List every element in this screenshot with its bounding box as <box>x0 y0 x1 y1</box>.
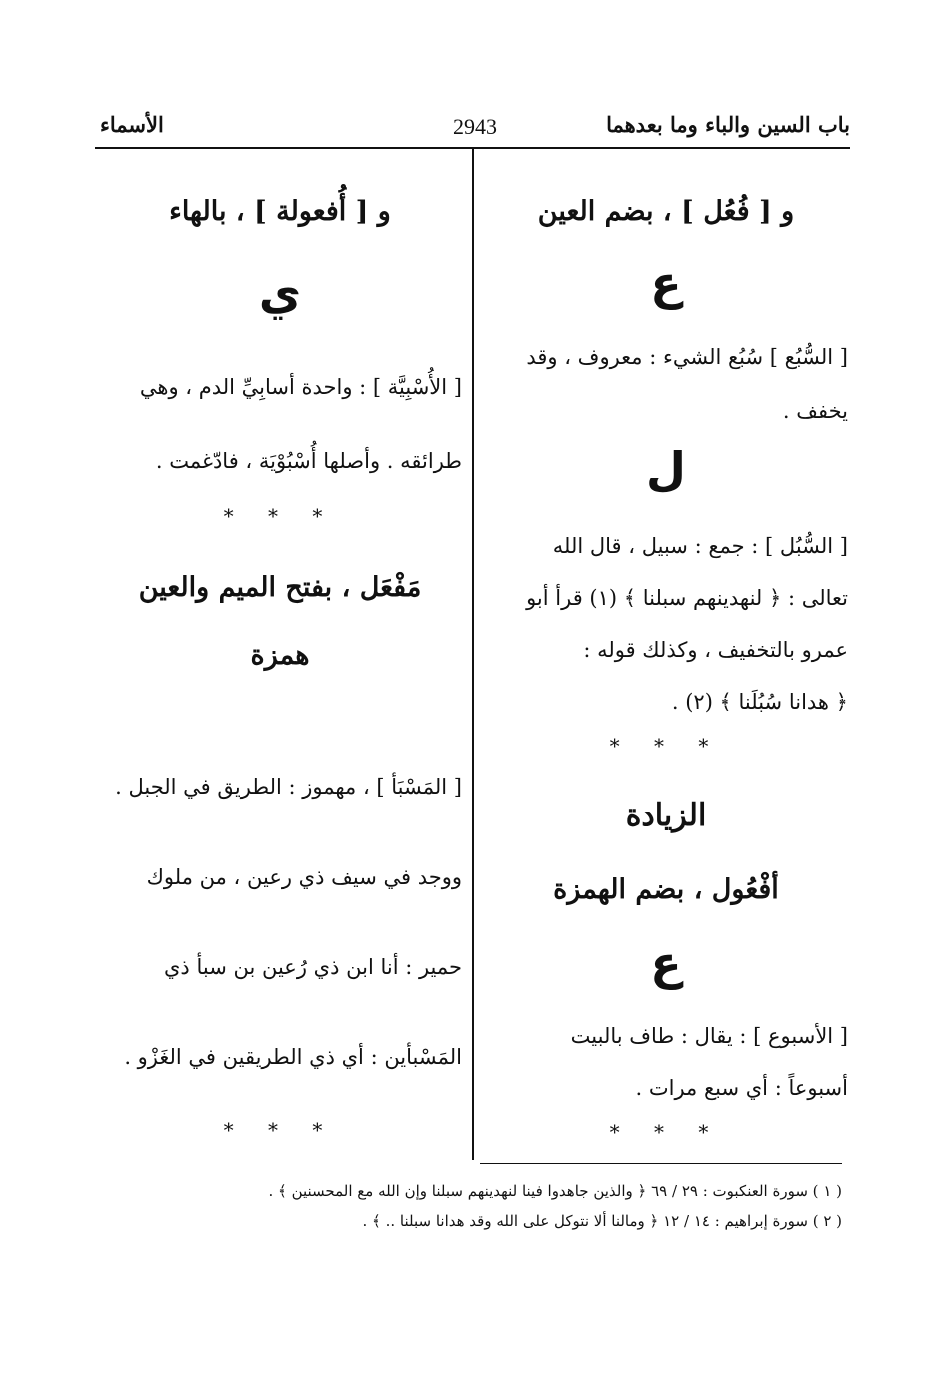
page-number: 2943 <box>453 114 497 139</box>
entry-alusbiyya-line-1: [ الأُسْبِيَّة ] : واحدة أسابِيِّ الدم ، وهي <box>139 375 462 399</box>
heading-hamza: همزة <box>250 640 310 671</box>
page-header <box>95 108 850 148</box>
right-letter-ain-2: ع <box>650 936 682 990</box>
entry-alsubul <box>484 520 848 728</box>
entry-alsubul-line-4: ﴿ هدانا سُبُلَنا ﴾ (٢) . <box>671 690 848 714</box>
entry-alsubul-line-1: [ السُّبُل ] : جمع : سبيل ، قال الله <box>552 534 848 558</box>
entry-alsubul-line-2: تعالى : ﴿ لنهدينهم سبلنا ﴾ (١) قرأ أبو <box>526 586 848 610</box>
section-title: الأسماء <box>100 112 164 137</box>
footnotes <box>190 1176 842 1236</box>
entry-almasba-line-2: ووجد في سيف ذي رعين ، من ملوك <box>146 865 462 889</box>
entry-almasba-line-3: حمير : أنا ابن ذي رُعين بن سبأ ذي <box>164 955 462 979</box>
section-separator-stars: * * * <box>223 1118 337 1142</box>
heading-afual: أفْعُول ، بضم الهمزة <box>553 874 779 905</box>
entry-alsubul-line-3: عمرو بالتخفيف ، وكذلك قوله : <box>583 638 848 662</box>
chapter-title: باب السين والباء وما بعدهما <box>606 112 850 137</box>
column-divider <box>472 148 474 1160</box>
section-separator-stars: * * * <box>609 1120 723 1144</box>
right-letter-ain: ع <box>650 256 682 310</box>
section-separator-stars: * * * <box>223 504 337 528</box>
entry-alsubu <box>484 330 848 438</box>
right-letter-lam: ل <box>646 442 686 496</box>
entry-alsubu-line-1: [ السُّبُع ] سُبُع الشيء : معروف ، وقد <box>526 345 848 369</box>
entry-alsubu-line-2: يخفف . <box>782 399 848 423</box>
entry-alusbu-line-1: [ الأسبوع ] : يقال : طاف بالبيت <box>570 1024 848 1048</box>
footnote-1: ( ١ ) سورة العنكبوت : ٢٩ / ٦٩ ﴿ والذين جاهدوا فينا لنهدينهم سبلنا وإن الله مع المحسنين ﴾ . <box>268 1182 842 1200</box>
left-letter-ya: ي <box>258 266 302 320</box>
section-separator-stars: * * * <box>609 734 723 758</box>
heading-alziyada: الزيادة <box>625 798 707 833</box>
entry-almasba-line-1: [ المَسْبَأ ] ، مهموز : الطريق في الجبل . <box>115 775 462 799</box>
right-heading-fuul: و [ فُعُل ] ، بضم العين <box>537 196 795 227</box>
heading-mafal: مَفْعَل ، بفتح الميم والعين <box>138 572 422 603</box>
entry-alusbu <box>484 1010 848 1114</box>
entry-alusbu-line-2: أسبوعاً : أي سبع مرات . <box>635 1076 848 1100</box>
entry-almasba <box>98 742 462 1102</box>
footnote-2: ( ٢ ) سورة إبراهيم : ١٤ / ١٢ ﴿ ومالنا ألا نتوكل على الله وقد هدانا سبلنا .. ﴾ . <box>362 1212 842 1230</box>
left-heading-ufuula: و [ أُفعولة ] ، بالهاء <box>169 196 391 227</box>
entry-almasba-line-4: المَسْبأين : أي ذي الطريقين في الغَزْو . <box>124 1045 462 1069</box>
footnote-rule <box>480 1163 842 1164</box>
entry-alusbiyya-line-2: طرائقه . وأصلها أُسْبُوْيَة ، فادّغمت . <box>155 449 462 473</box>
entry-alusbiyya <box>98 350 462 498</box>
